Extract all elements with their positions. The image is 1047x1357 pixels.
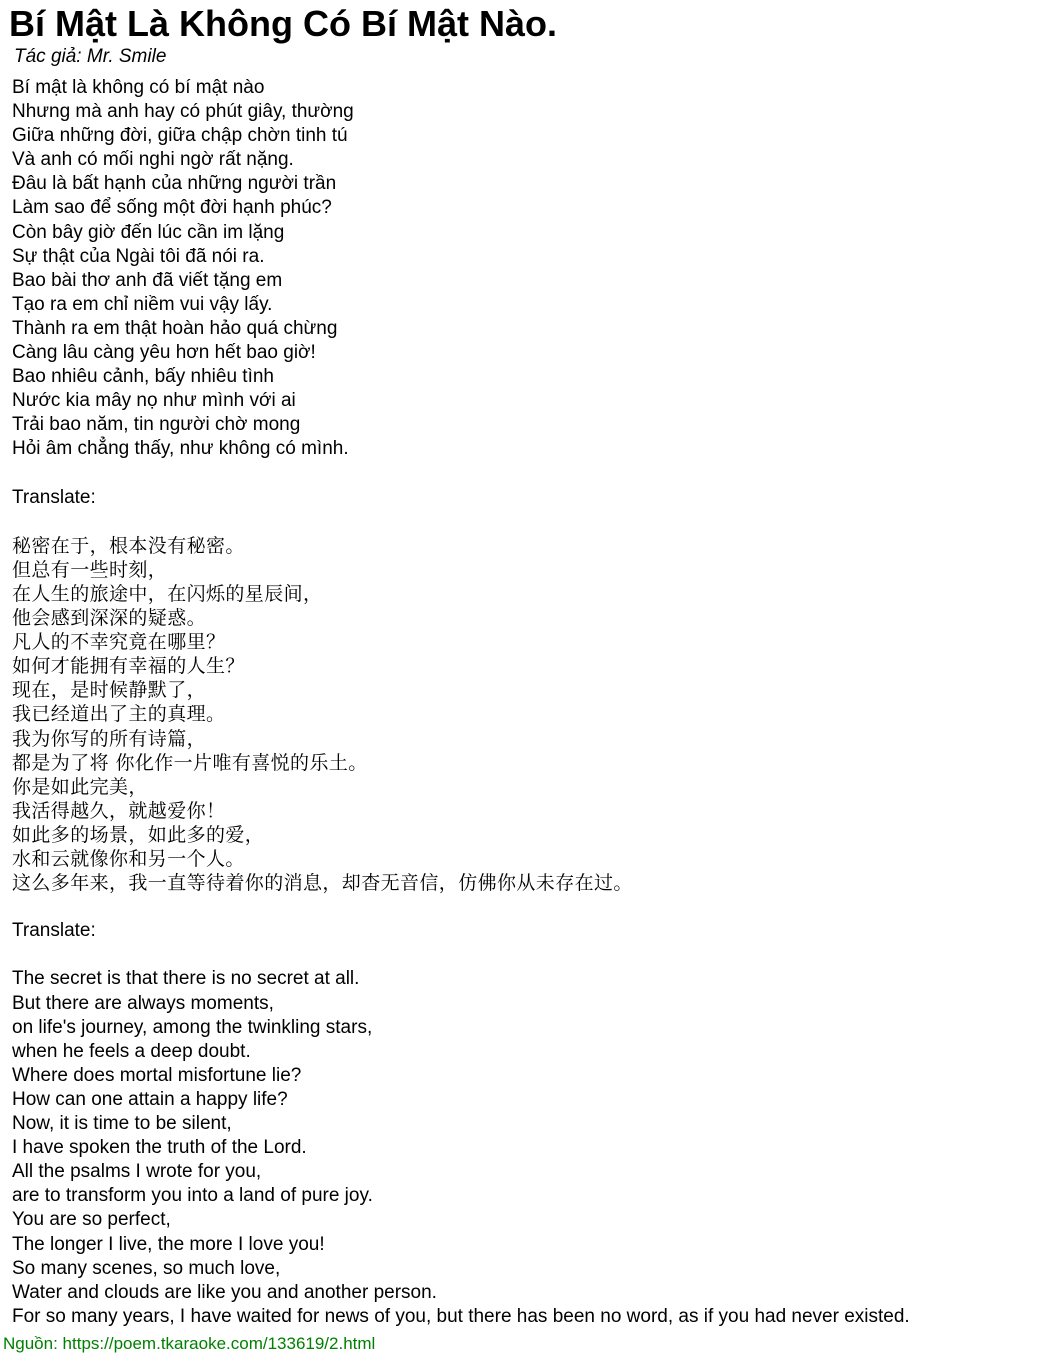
poem-line: Hỏi âm chẳng thấy, như không có mình. (12, 438, 349, 460)
poem-line: 水和云就像你和另一个人。 (12, 848, 245, 870)
spacer (12, 943, 1042, 967)
poem-line: 凡人的不幸究竟在哪里？ (12, 631, 226, 654)
spacer (12, 510, 1042, 534)
poem-line: 都是为了将 你化作一片唯有喜悦的乐土。 (12, 751, 368, 774)
poem-line: 我为你写的所有诗篇， (12, 727, 207, 750)
poem-line: For so many years, I have waited for news of you, but there has been no word, as if you had never existed. (12, 1305, 910, 1327)
poem-line: Water and clouds are like you and another person. (12, 1281, 437, 1303)
poem-line: Now, it is time to be silent, (12, 1113, 232, 1135)
poem-line: How can one attain a happy life? (12, 1088, 288, 1110)
poem-line: 他会感到深深的疑惑。 (12, 607, 207, 630)
poem-line: Càng lâu càng yêu hơn hết bao giờ! (12, 342, 316, 364)
poem-line: 如此多的场景，如此多的爱， (12, 823, 265, 846)
poem-line: 你是如此完美， (12, 775, 148, 798)
poem-line: 我活得越久，就越爱你！ (12, 799, 226, 822)
poem-line: 但总有一些时刻， (12, 558, 168, 581)
author-line: Tác giả: Mr. Smile (14, 46, 167, 67)
poem-line: Sự thật của Ngài tôi đã nói ra. (12, 245, 265, 267)
poem-line: I have spoken the truth of the Lord. (12, 1137, 307, 1159)
poem-line: Và anh có mối nghi ngờ rất nặng. (12, 149, 294, 171)
poem-body (12, 76, 1042, 1329)
poem-line: 现在，是时候静默了， (12, 679, 207, 702)
poem-line: Giữa những đời, giữa chập chờn tinh tú (12, 125, 348, 147)
poem-chinese (12, 534, 1042, 895)
source-link[interactable]: Nguồn: https://poem.tkaraoke.com/133619/2.html (3, 1334, 376, 1353)
translate-label: Translate: (12, 486, 96, 508)
poem-line: Tạo ra em chỉ niềm vui vậy lấy. (12, 293, 273, 315)
spacer (12, 895, 1042, 919)
poem-line: when he feels a deep doubt. (12, 1040, 251, 1062)
poem-line: are to transform you into a land of pure joy. (12, 1185, 373, 1207)
poem-vietnamese (12, 76, 1042, 462)
poem-line: All the psalms I wrote for you, (12, 1161, 262, 1183)
poem-line: Còn bây giờ đến lúc cần im lặng (12, 221, 285, 243)
poem-line: on life's journey, among the twinkling stars, (12, 1016, 373, 1038)
poem-line: But there are always moments, (12, 992, 274, 1014)
poem-line: Bí mật là không có bí mật nào (12, 77, 265, 98)
poem-english (12, 967, 1042, 1328)
poem-line: 在人生的旅途中，在闪烁的星辰间， (12, 582, 323, 605)
poem-line: Bao bài thơ anh đã viết tặng em (12, 269, 283, 291)
poem-line: 这么多年来，我一直等待着你的消息，却杳无音信，仿佛你从未存在过。 (12, 872, 633, 895)
poem-line: 我已经道出了主的真理。 (12, 703, 226, 726)
poem-line: So many scenes, so much love, (12, 1257, 281, 1279)
spacer (12, 462, 1042, 486)
poem-line: Đâu là bất hạnh của những người trần (12, 173, 337, 195)
poem-line: Nước kia mây nọ như mình với ai (12, 390, 296, 412)
poem-line: 秘密在于，根本没有秘密。 (12, 534, 245, 557)
poem-line: The secret is that there is no secret at all. (12, 968, 360, 990)
poem-line: Where does mortal misfortune lie? (12, 1064, 302, 1086)
poem-line: Làm sao để sống một đời hạnh phúc? (12, 197, 332, 219)
poem-line: Thành ra em thật hoàn hảo quá chừng (12, 317, 338, 339)
poem-line: Nhưng mà anh hay có phút giây, thường (12, 101, 354, 123)
poem-line: 如何才能拥有幸福的人生？ (12, 655, 245, 678)
poem-line: Trải bao năm, tin người chờ mong (12, 414, 301, 436)
translate-label: Translate: (12, 920, 96, 942)
poem-line: You are so perfect, (12, 1209, 171, 1231)
poem-line: The longer I live, the more I love you! (12, 1233, 325, 1255)
poem-line: Bao nhiêu cảnh, bấy nhiêu tình (12, 366, 274, 388)
poem-title: Bí Mật Là Không Có Bí Mật Nào. (9, 3, 557, 44)
